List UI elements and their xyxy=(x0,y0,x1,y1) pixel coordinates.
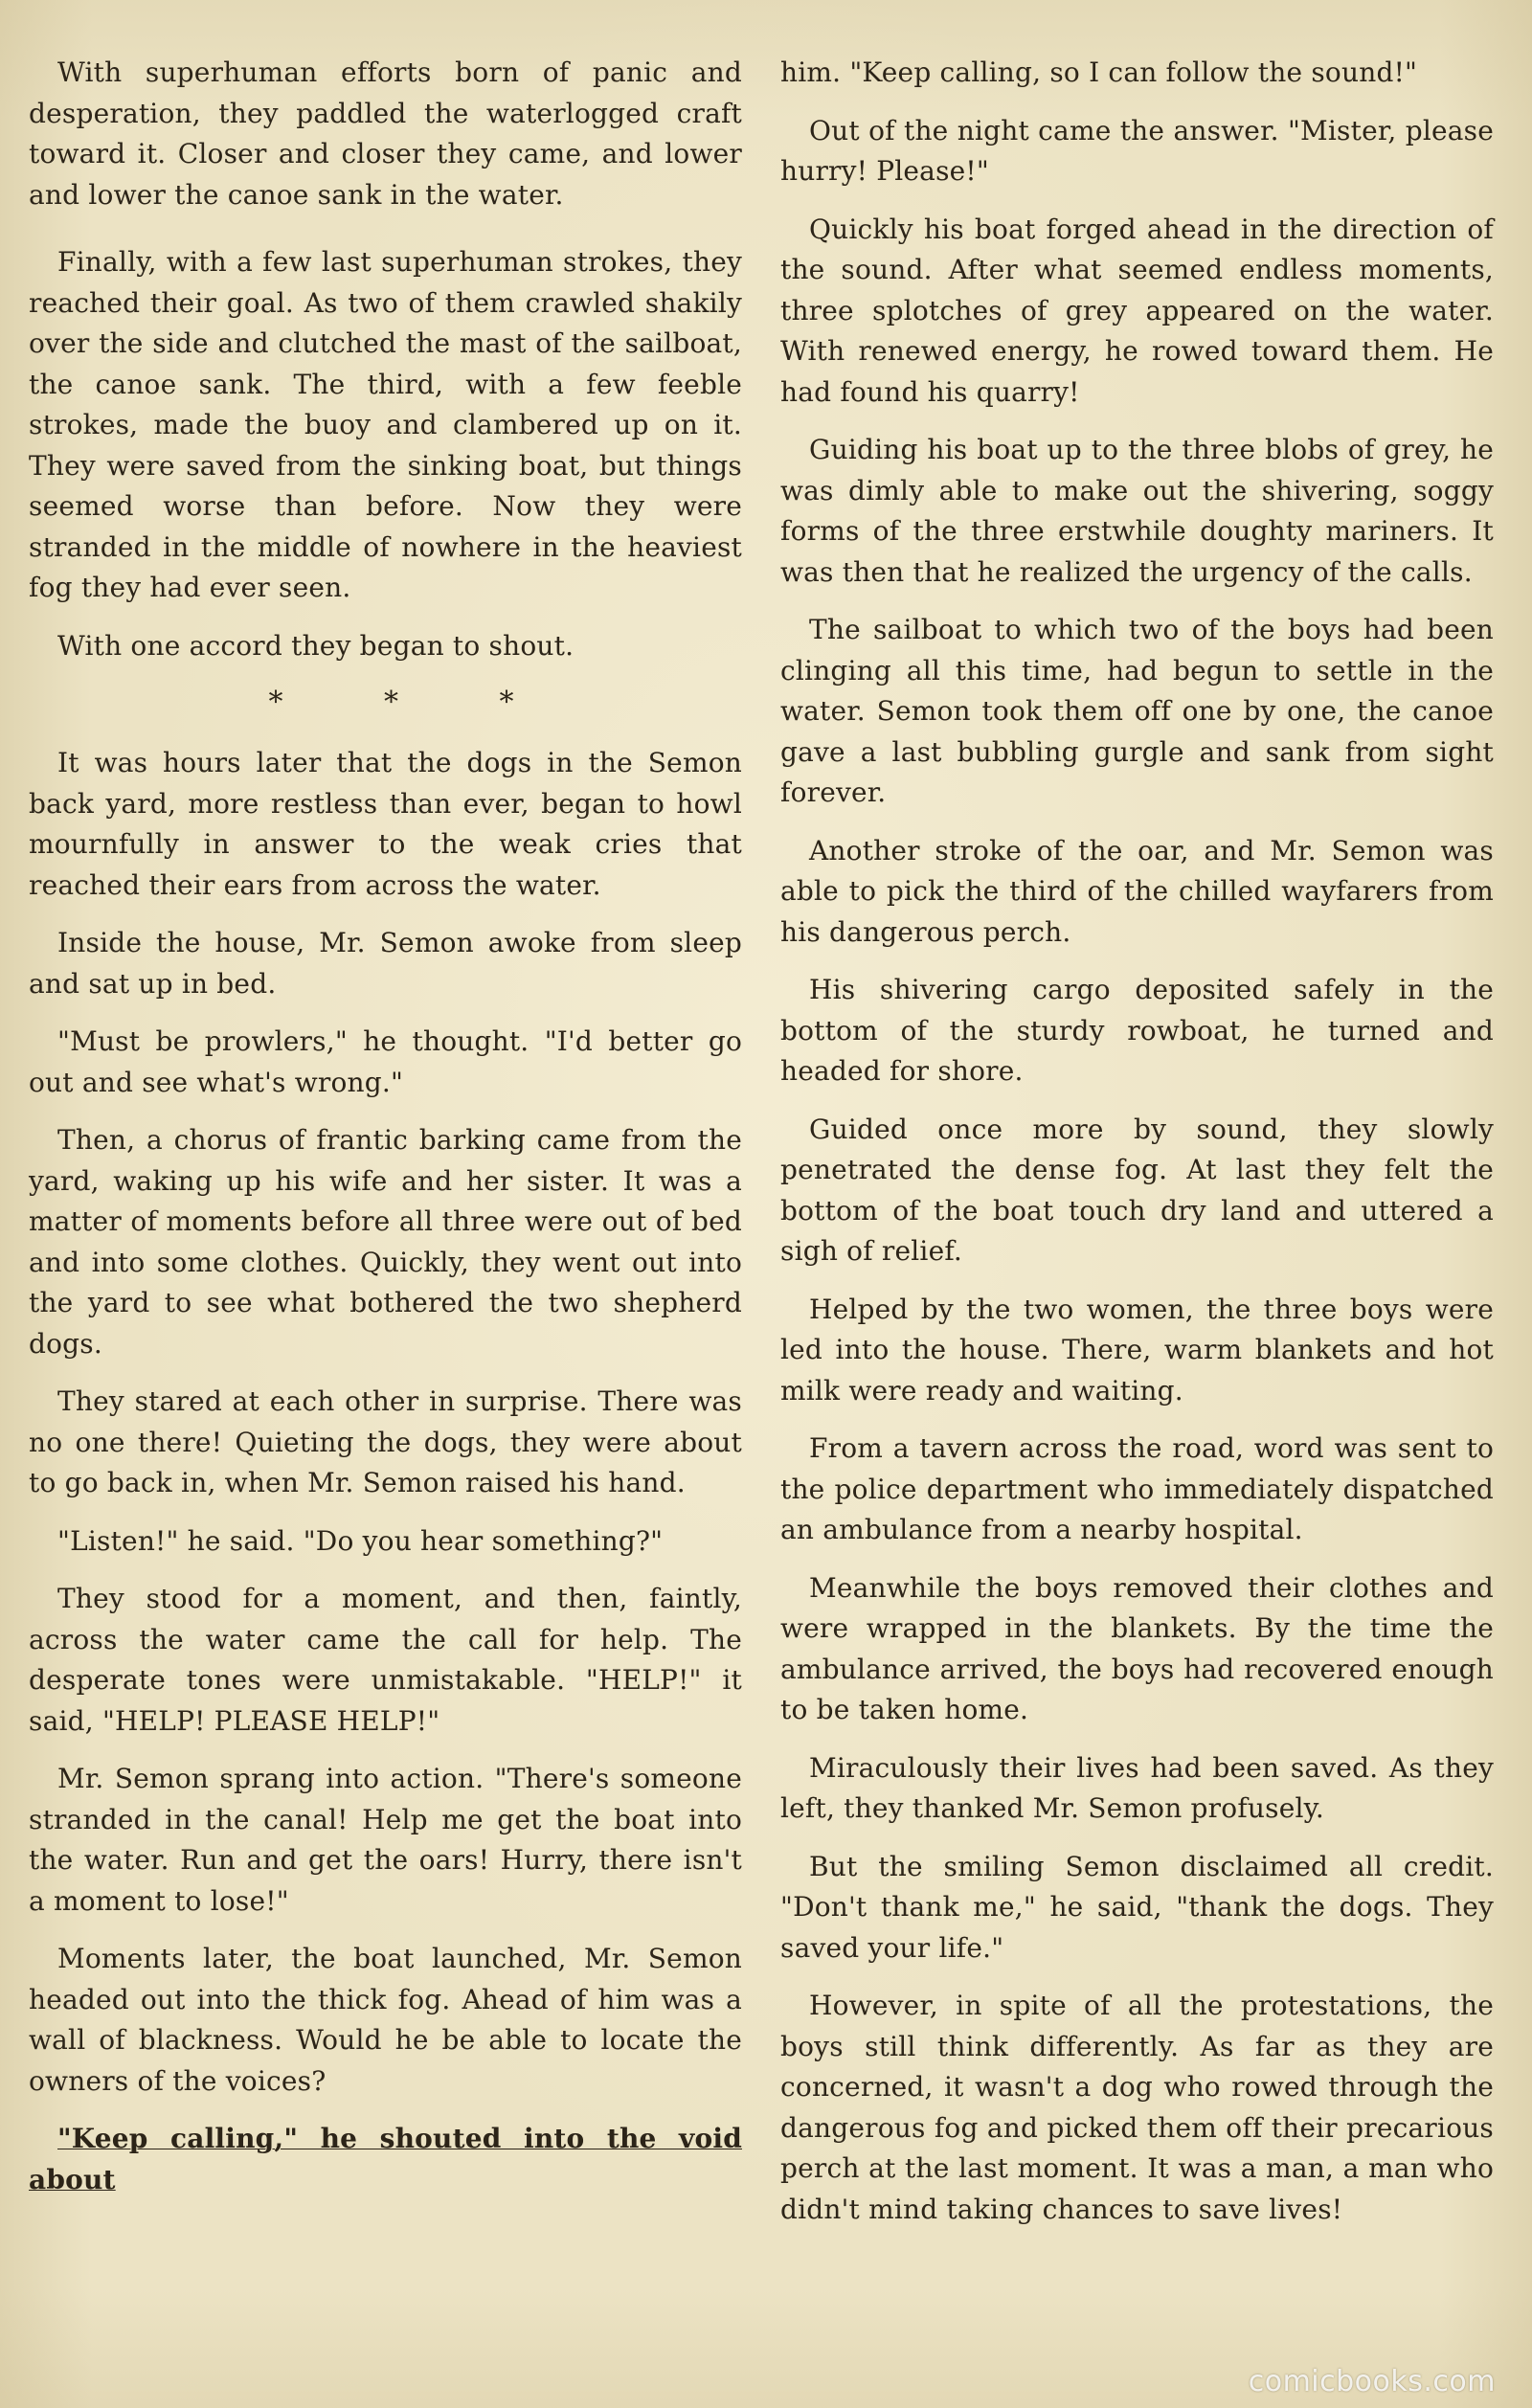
paragraph: It was hours later that the dogs in the Semon back yard, more restless than ever, began to howl mournfully in answer to the weak cries that reached their ears from across the water. xyxy=(29,747,742,901)
paragraph: Guiding his boat up to the three blobs of grey, he was dimly able to make out the shivering, soggy forms of the three erstwhile doughty mariners. It was then that he realized the urgency of the calls. xyxy=(780,434,1494,588)
section-separator: * * * xyxy=(268,686,560,719)
paragraph: With superhuman efforts born of panic and desperation, they paddled the waterlogged craft toward it. Closer and closer they came, and lower and lower the canoe sank in the water. xyxy=(29,56,742,211)
paragraph: Finally, with a few last superhuman strokes, they reached their goal. As two of them crawled shakily over the side and clutched the mast of the sailboat, the canoe sank. The third, with a few feeble strokes, made the buoy and clambered up on it. They were saved from the sinking boat, but things seemed worse than before. Now they were stranded in the middle of nowhere in the heaviest fog they had ever seen. xyxy=(29,246,742,603)
paragraph: Meanwhile the boys removed their clothes and were wrapped in the blankets. By the time the ambulance arrived, the boys had recovered enough to be taken home. xyxy=(780,1571,1494,1725)
paragraph: "Listen!" he said. "Do you hear something?" xyxy=(57,1524,664,1557)
paragraph: Helped by the two women, the three boys were led into the house. There, warm blankets and hot milk were ready and waiting. xyxy=(780,1293,1494,1407)
paragraph-continued: "Keep calling," he shouted into the void about xyxy=(29,2123,742,2195)
paragraph: With one accord they began to shout. xyxy=(57,629,574,662)
paragraph: Another stroke of the oar, and Mr. Semon was able to pick the third of the chilled wayfarers from his dangerous perch. xyxy=(780,834,1494,948)
paragraph: But the smiling Semon disclaimed all credit. "Don't thank me," he said, "thank the dogs. They saved your life." xyxy=(780,1850,1494,1964)
paragraph-final: However, in spite of all the protestations, the boys still think differently. As far as they are concerned, it wasn't a dog who rowed through the dangerous fog and picked them off their precarious perch at the last moment. It was a man, a man who didn't mind taking chances to save lives! xyxy=(780,1990,1494,2225)
paragraph: His shivering cargo deposited safely in the bottom of the sturdy rowboat, he turned and headed for shore. xyxy=(780,974,1494,1087)
paragraph: Out of the night came the answer. "Mister, please hurry! Please!" xyxy=(780,114,1494,187)
right-column xyxy=(780,53,1494,2247)
paragraph: Then, a chorus of frantic barking came from the yard, waking up his wife and her sister. It was a matter of moments before all three were out of bed and into some clothes. Quickly, they went out into the yard to see what bothered the two shepherd dogs. xyxy=(29,1124,742,1360)
paragraph: Moments later, the boat launched, Mr. Semon headed out into the thick fog. Ahead of him was a wall of blackness. Would he be able to locate the owners of the voices? xyxy=(29,1943,742,2097)
paragraph-continuation: him. "Keep calling, so I can follow the sound!" xyxy=(780,56,1418,88)
paragraph: Inside the house, Mr. Semon awoke from sleep and sat up in bed. xyxy=(29,927,742,1000)
paragraph: They stared at each other in surprise. There was no one there! Quieting the dogs, they were about to go back in, when Mr. Semon raised his hand. xyxy=(29,1385,742,1498)
paragraph: Guided once more by sound, they slowly penetrated the dense fog. At last they felt the bottom of the boat touch dry land and uttered a sigh of relief. xyxy=(780,1113,1494,1267)
paragraph: "Must be prowlers," he thought. "I'd better go out and see what's wrong." xyxy=(29,1025,742,1098)
paragraph: They stood for a moment, and then, faintly, across the water came the call for help. The desperate tones were unmistakable. "HELP!" it said, "HELP! PLEASE HELP!" xyxy=(29,1583,742,1737)
paragraph: From a tavern across the road, word was sent to the police department who immediately dispatched an ambulance from a nearby hospital. xyxy=(780,1432,1494,1545)
paragraph: Mr. Semon sprang into action. "There's someone stranded in the canal! Help me get the boat into the water. Run and get the oars! Hurry, there isn't a moment to lose!" xyxy=(29,1763,742,1917)
paragraph: The sailboat to which two of the boys had been clinging all this time, had begun to settle in the water. Semon took them off one by one, the canoe gave a last bubbling gurgle and sank from sight forever. xyxy=(780,614,1494,808)
left-column xyxy=(29,53,742,2217)
paragraph: Miraculously their lives had been saved. As they left, they thanked Mr. Semon profusely. xyxy=(780,1751,1494,1824)
paragraph: Quickly his boat forged ahead in the direction of the sound. After what seemed endless moments, three splotches of grey appeared on the water. With renewed energy, he rowed toward them. He had found his quarry! xyxy=(780,213,1494,408)
watermark: comicbooks.com xyxy=(1248,2365,1496,2398)
